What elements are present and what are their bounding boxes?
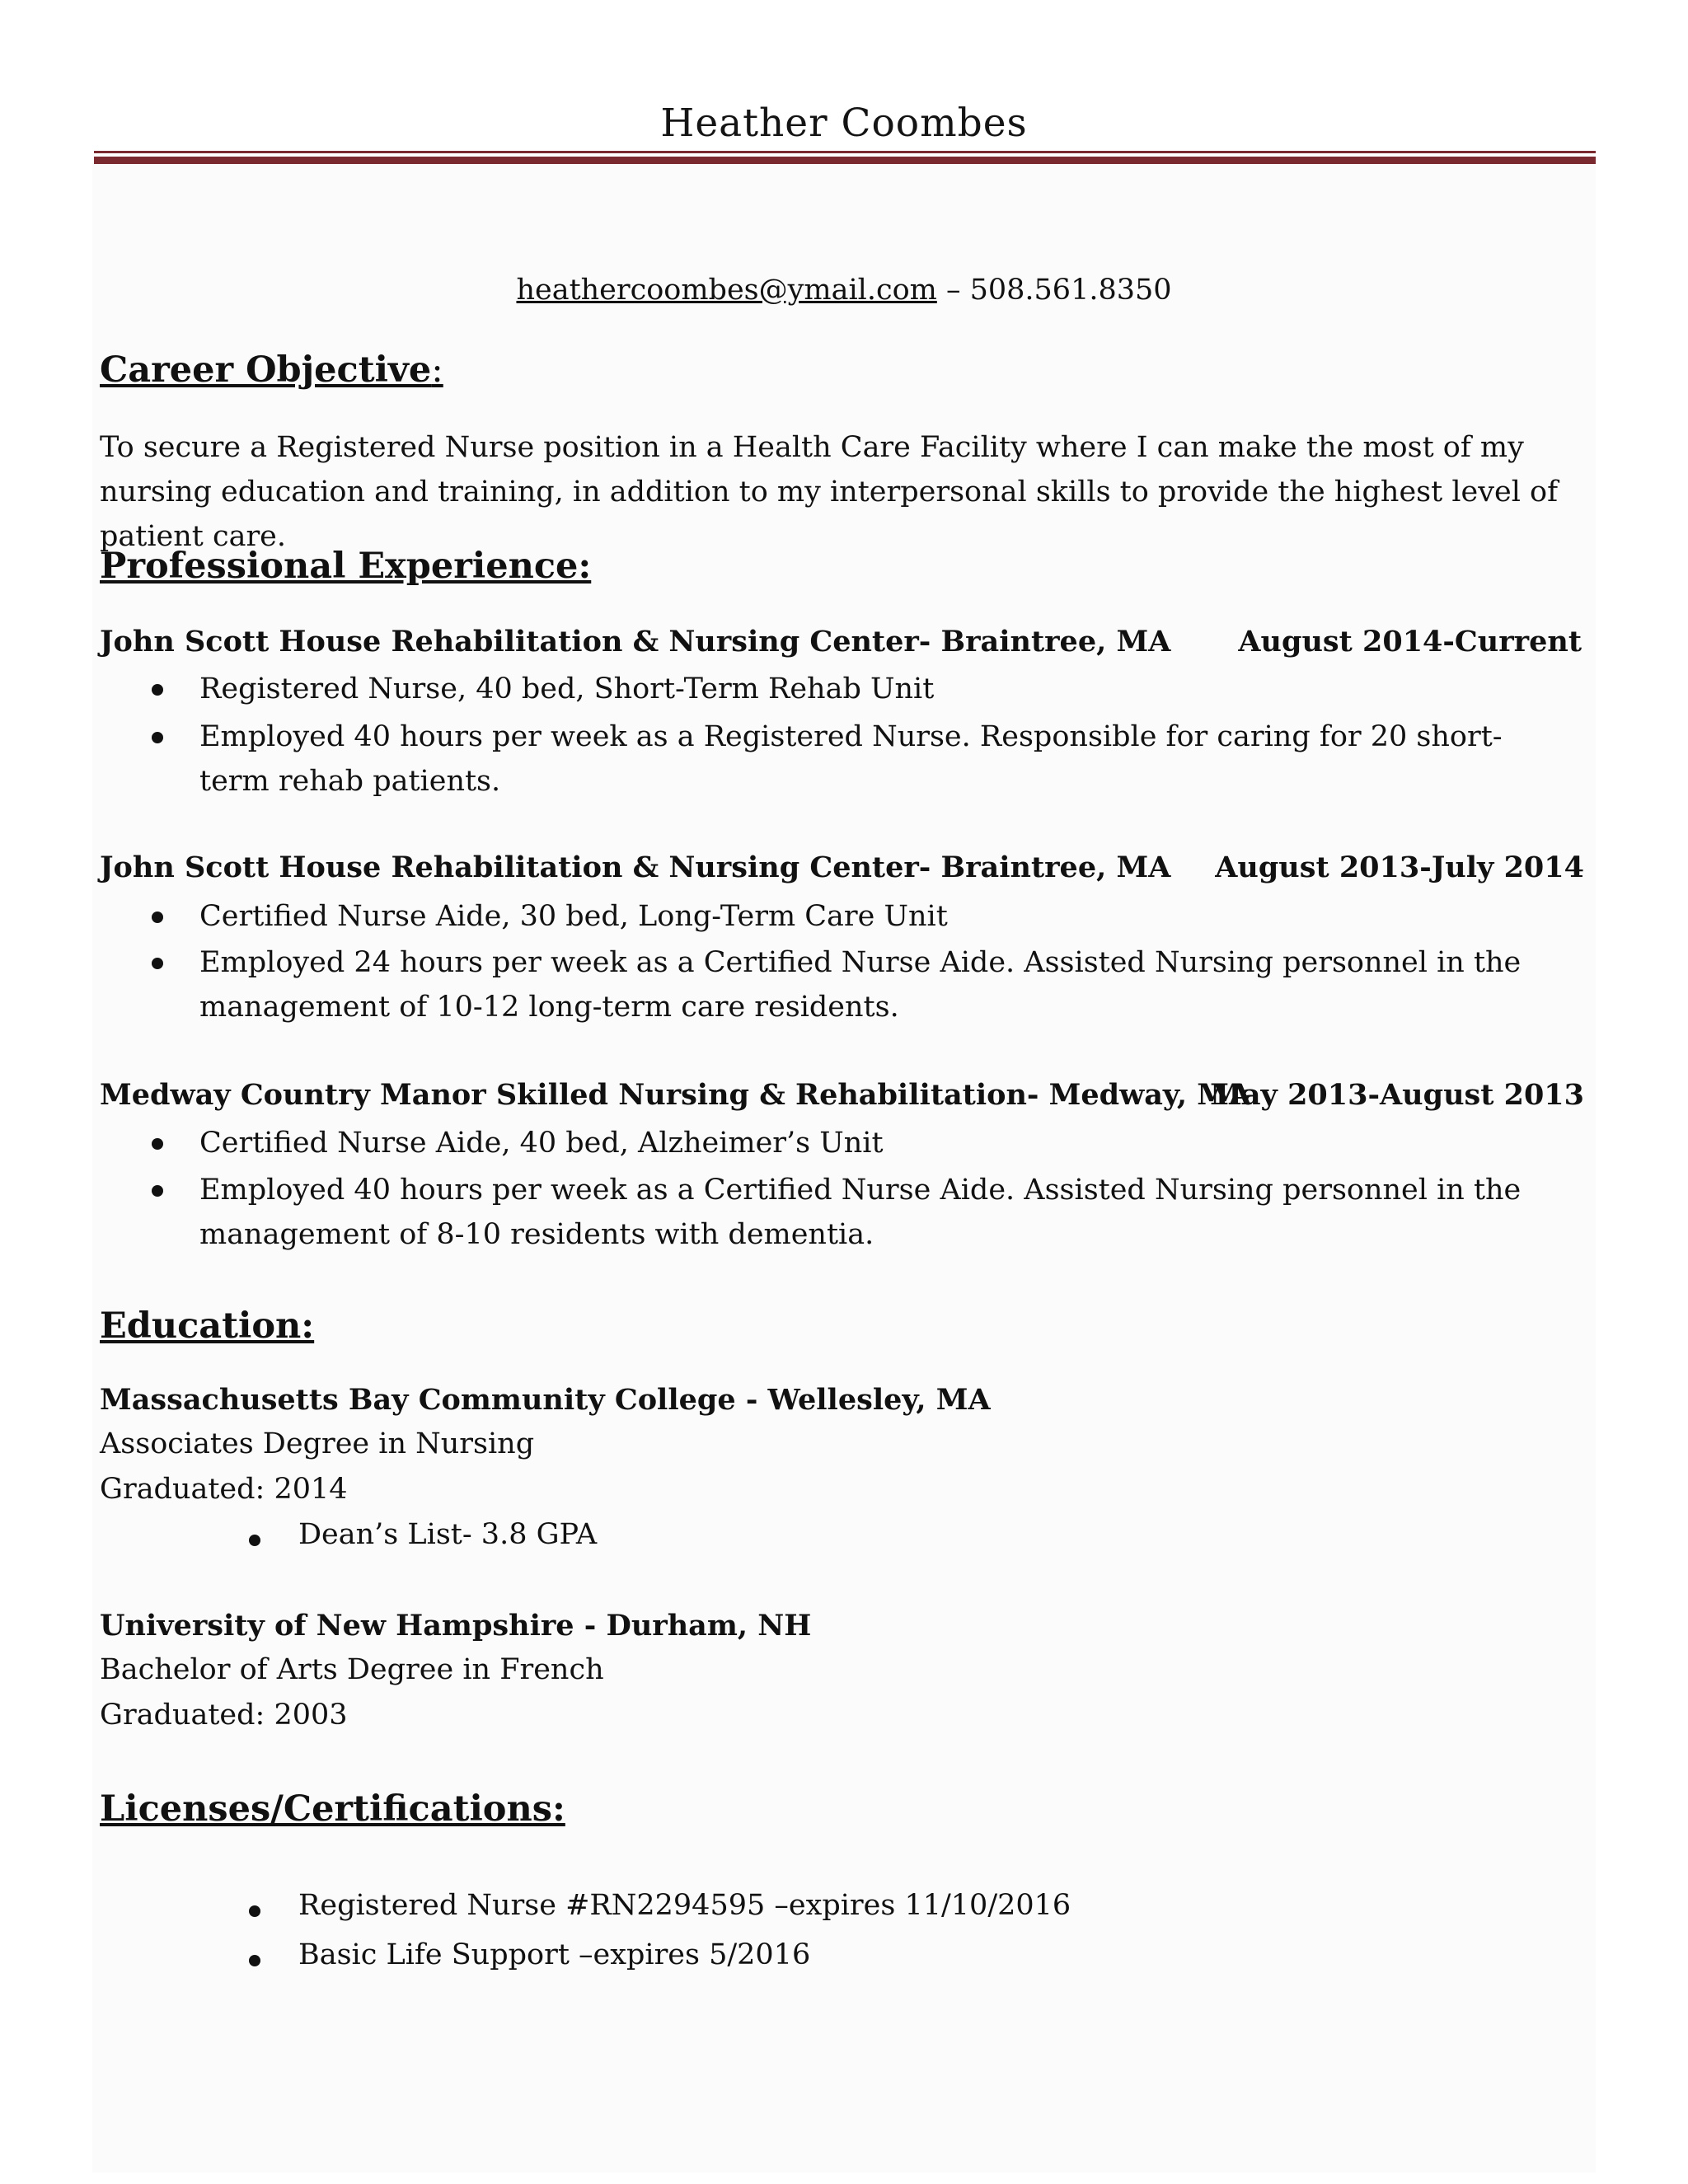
job-bullet: Registered Nurse, 40 bed, Short-Term Rehab Unit [199, 673, 935, 705]
bullet-icon [152, 1185, 163, 1197]
school-name: University of New Hampshire - Durham, NH [100, 1609, 812, 1643]
header-rule-thin [94, 151, 1596, 153]
email-link[interactable]: heathercoombes@ymail.com [516, 274, 937, 307]
school-degree: Bachelor of Arts Degree in French [100, 1653, 604, 1686]
license-item: Registered Nurse #RN2294595 –expires 11/10/2016 [298, 1889, 1071, 1922]
school-graduated: Graduated: 2003 [100, 1699, 348, 1732]
contact-line [0, 274, 1688, 307]
bullet-icon [249, 1535, 260, 1546]
header-rule-thick [94, 157, 1596, 164]
experience-heading: Professional Experience: [100, 546, 592, 587]
job-title: John Scott House Rehabilitation & Nursing Center- Braintree, MA [100, 625, 1171, 658]
bullet-icon [249, 1955, 260, 1966]
license-item: Basic Life Support –expires 5/2016 [298, 1938, 811, 1971]
job-bullet: Employed 40 hours per week as a Certified Nurse Aide. Assisted Nursing personnel in the management of 8-10 residents with dementia. [199, 1174, 1522, 1251]
objective-heading-colon: : [431, 349, 443, 391]
job-dates: May 2013-August 2013 [1210, 1078, 1584, 1112]
job-dates: August 2014-Current [1238, 625, 1582, 658]
bullet-icon [152, 958, 163, 969]
bullet-icon [152, 684, 163, 696]
job-title: John Scott House Rehabilitation & Nursing Center- Braintree, MA [100, 851, 1171, 884]
job-bullet: Employed 24 hours per week as a Certified Nurse Aide. Assisted Nursing personnel in the management of 10-12 long-term care residents. [199, 946, 1522, 1024]
phone-number: 508.561.8350 [969, 274, 1172, 307]
school-graduated: Graduated: 2014 [100, 1473, 348, 1506]
bullet-icon [152, 912, 163, 923]
objective-text: To secure a Registered Nurse position in a Health Care Facility where I can make the most of my nursing education and training, in addition to my interpersonal skills to provide the highest level of patient care. [100, 431, 1559, 553]
objective-heading [100, 349, 443, 391]
job-dates: August 2013-July 2014 [1215, 851, 1584, 884]
school-name: Massachusetts Bay Community College - Wellesley, MA [100, 1383, 991, 1417]
bullet-icon [152, 1138, 163, 1150]
resume-name: Heather Coombes [660, 101, 1028, 146]
education-heading: Education: [100, 1305, 315, 1347]
contact-separator: – [936, 274, 970, 307]
job-bullet: Certified Nurse Aide, 40 bed, Alzheimer’s Unit [199, 1127, 884, 1160]
objective-heading-label: Career Objective [100, 349, 432, 391]
school-honor: Dean’s List- 3.8 GPA [298, 1518, 598, 1551]
bullet-icon [249, 1905, 260, 1917]
job-bullet: Employed 40 hours per week as a Registered Nurse. Responsible for caring for 20 short-term rehab patients. [199, 720, 1503, 798]
school-degree: Associates Degree in Nursing [100, 1427, 535, 1460]
licenses-heading: Licenses/Certifications: [100, 1788, 565, 1830]
bullet-icon [152, 732, 163, 743]
job-bullet: Certified Nurse Aide, 30 bed, Long-Term Care Unit [199, 900, 948, 933]
job-title: Medway Country Manor Skilled Nursing & Rehabilitation- Medway, MA [100, 1078, 1252, 1112]
